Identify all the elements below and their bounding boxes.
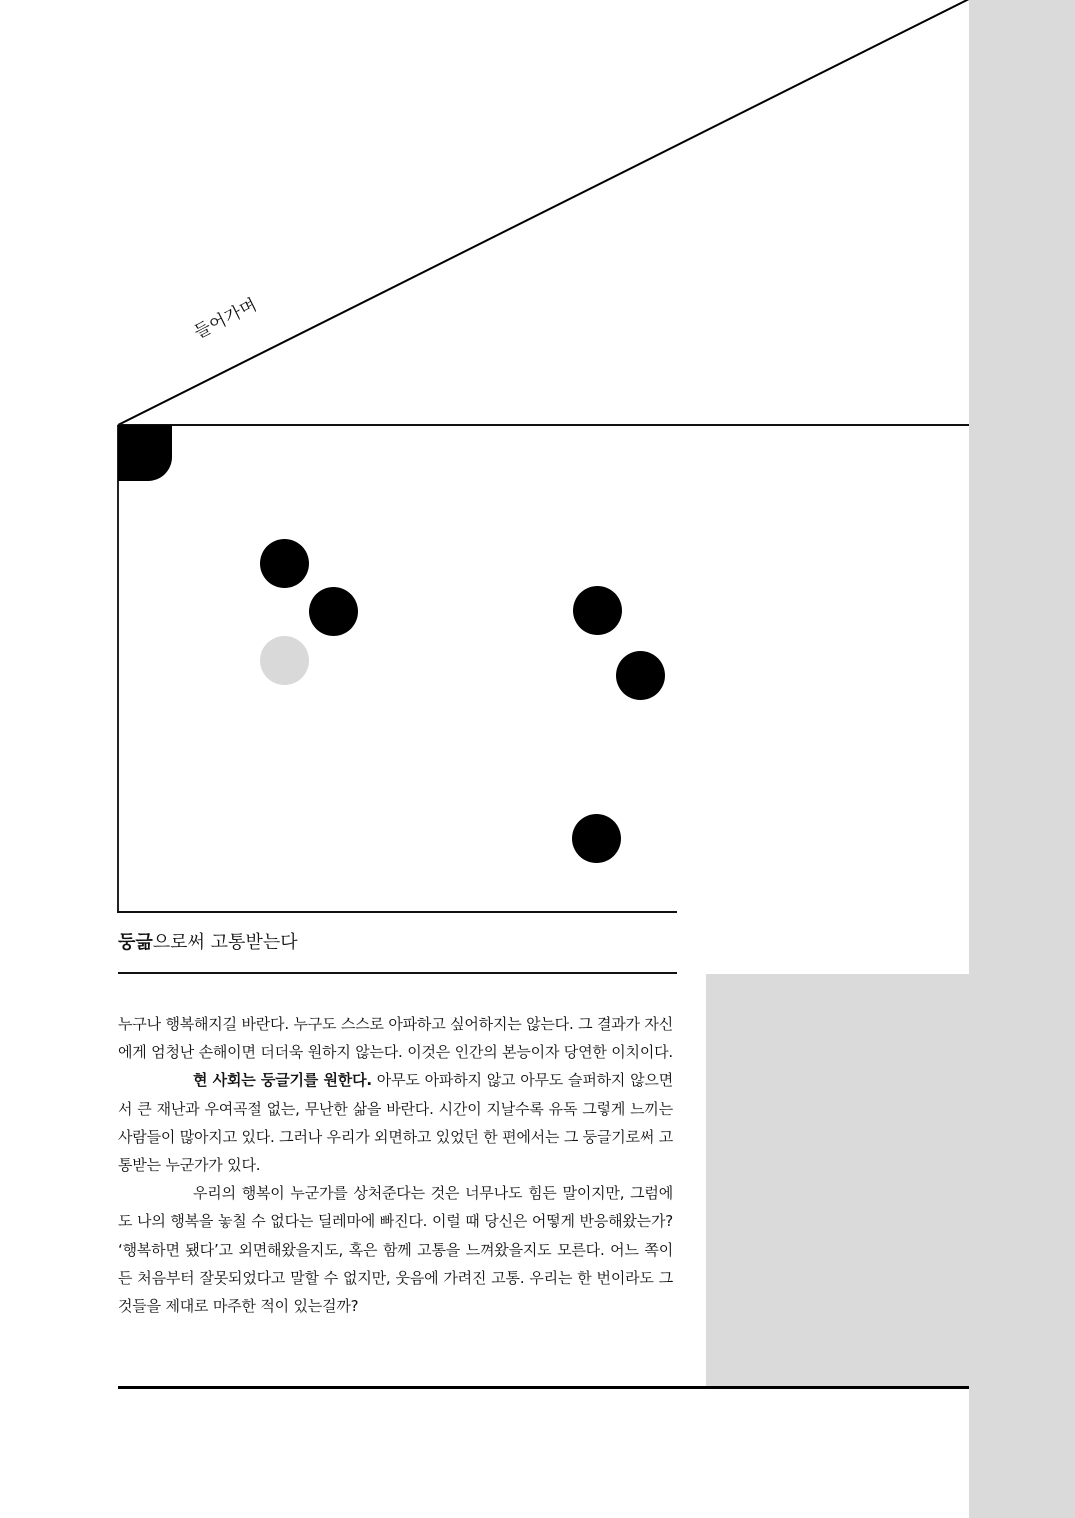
body-text — [118, 1010, 673, 1320]
section-title-rest: 으로써 고통받는다 — [152, 932, 298, 953]
dot-5 — [616, 651, 665, 700]
paragraph-1: 누구나 행복해지길 바란다. 누구도 스스로 아파하고 싶어하지는 않는다. 그 결과가 자신에게 엄청난 손해이면 더더욱 원하지 않는다. 이것은 인간의 본능이자 당연한 이치이다. — [118, 1015, 673, 1062]
frame-top-rule — [118, 424, 969, 426]
paragraph-3: 우리의 행복이 누군가를 상처준다는 것은 너무나도 힘든 말이지만, 그럼에도 나의 행복을 놓칠 수 없다는 딜레마에 빠진다. 이럴 때 당신은 어떻게 반응해왔는가? ‘행복하면 됐다’고 외면해왔을지도, 혹은 함께 고통을 느껴왔을지도 모른다. 어느 쪽이든 처음부터 잘못되었다고 말할 수 없지만, 웃음에 가려진 고통. 우리는 한 번이라도 그것들을 제대로 마주한 적이 있는걸까? — [118, 1184, 673, 1316]
paragraph-2 — [118, 1066, 673, 1179]
dot-3-light — [260, 636, 309, 685]
section-title — [118, 928, 298, 954]
corner-tab-shape — [118, 425, 172, 481]
paragraph-2-bold: 현 사회는 둥글기를 원한다. — [193, 1071, 372, 1090]
frame-left-rule — [117, 425, 119, 913]
bottom-rule — [118, 1386, 969, 1389]
title-underline-rule — [118, 972, 677, 974]
dot-2 — [309, 587, 358, 636]
diagonal-roof-line — [0, 0, 1075, 440]
intro-label: 들어가며 — [191, 294, 261, 343]
paragraph-2-rest: 아무도 아파하지 않고 아무도 슬퍼하지 않으면서 큰 재난과 우여곡절 없는, 무난한 삶을 바란다. 시간이 지날수록 유독 그렇게 느끼는 사람들이 많아지고 있다. 그러나 우리가 외면하고 있었던 한 편에서는 그 둥글기로써 고통받는 누군가가 있다. — [118, 1071, 674, 1175]
section-title-bold: 둥긂 — [118, 932, 153, 953]
gray-sidebar-block — [706, 974, 969, 1387]
dot-1 — [260, 539, 309, 588]
dot-6 — [572, 814, 621, 863]
frame-bottom-rule — [117, 911, 677, 913]
dot-4 — [573, 586, 622, 635]
